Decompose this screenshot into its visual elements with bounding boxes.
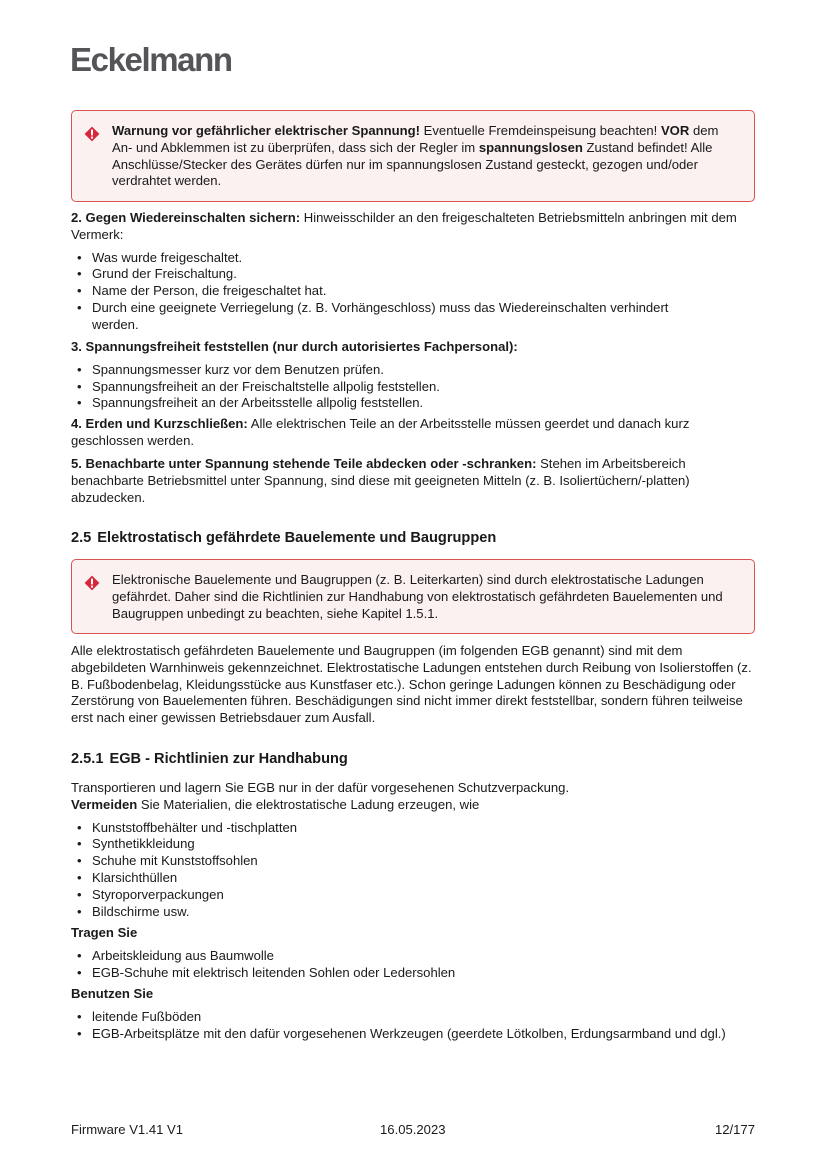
step-2-list [71, 250, 761, 334]
step-3-heading: 3. Spannungsfreiheit feststellen (nur durch autorisiertes Fachpersonal): [71, 339, 518, 354]
intro-line-2: Vermeiden Sie Materialien, die elektrostatische Ladung erzeugen, wie [71, 796, 480, 812]
esd-warning-text: Elektronische Bauelemente und Baugruppen (z. B. Leiterkarten) sind durch elektrostatische Ladungen gefährdet. Daher sind die Richtlinien zur Handhabung von elektrostatisch gefährdeten Bauelementen und Baugruppen unbedingt zu beachten, siehe Kapitel 1.5.1. [112, 572, 723, 621]
warning-diamond-icon [84, 575, 100, 591]
wear-heading: Tragen Sie [71, 925, 138, 940]
list-item: • Schuhe mit Kunststoffsohlen [71, 853, 761, 870]
list-item: • leitende Fußböden [71, 1009, 761, 1026]
section-2-5-1-heading: 2.5.1 EGB - Richtlinien zur Handhabung [71, 751, 348, 767]
step-3-list [71, 362, 761, 412]
warning-diamond-icon [84, 126, 100, 142]
list-item: • Spannungsfreiheit an der Freischaltstelle allpolig feststellen. [71, 379, 761, 396]
list-item: • Kunststoffbehälter und -tischplatten [71, 820, 761, 837]
section-2-5-1-intro [71, 780, 761, 920]
step-2-text: 2. Gegen Wiedereinschalten sichern: Hinweisschilder an den freigeschalteten Betriebsmitteln anbringen mit dem Vermerk: [71, 210, 737, 242]
electrical-warning-text: Warnung vor gefährlicher elektrischer Spannung! Eventuelle Fremdeinspeisung beachten! VOR dem An- und Abklemmen ist zu überprüfen, dass sich der Regler im spannungslosen Zustand befindet! Alle Anschlüsse/Stecker des Gerätes dürfen nur im spannungslosen Zustand gesteckt, gezogen und/oder verdrahtet werden. [112, 123, 719, 189]
list-item: • Klarsichthüllen [71, 870, 761, 887]
footer-firmware: Firmware V1.41 V1 [71, 1122, 184, 1137]
section-2-5-paragraph [71, 643, 761, 727]
list-item: • Spannungsfreiheit an der Arbeitsstelle allpolig feststellen. [71, 395, 761, 412]
step-4-text: 4. Erden und Kurzschließen: Alle elektrischen Teile an der Arbeitsstelle müssen geerdet und danach kurz geschlossen werden. [71, 416, 690, 448]
list-item: • Spannungsmesser kurz vor dem Benutzen prüfen. [71, 362, 761, 379]
intro-line-1: Transportieren und lagern Sie EGB nur in der dafür vorgesehenen Schutzverpackung. [71, 780, 570, 795]
list-item: • Durch eine geeignete Verriegelung (z. B. Vorhängeschloss) muss das Wiedereinschalten verhindert werden. [71, 300, 712, 334]
step-2 [71, 210, 761, 334]
step-5-text: 5. Benachbarte unter Spannung stehende Teile abdecken oder -schranken: Stehen im Arbeitsbereich benachbarte Betriebsmittel unter Spannung, sind diese mit geeigneten Mitteln (z. B. Isoliertüchern/-platten) abzudecken. [71, 456, 690, 505]
list-item: • EGB-Arbeitsplätze mit den dafür vorgesehenen Werkzeugen (geerdete Lötkolben, Erdungsarmband und dgl.) [71, 1026, 752, 1043]
use-section [71, 986, 761, 1042]
step-5 [71, 456, 761, 506]
wear-section [71, 925, 761, 981]
list-item: • Was wurde freigeschaltet. [71, 250, 761, 267]
list-item: • Name der Person, die freigeschaltet hat. [71, 283, 761, 300]
esd-warning-box [71, 559, 755, 634]
electrical-warning-box [71, 110, 755, 202]
use-list [71, 1009, 761, 1043]
avoid-list [71, 820, 761, 921]
list-item: • Styroporverpackungen [71, 887, 761, 904]
step-4 [71, 416, 761, 450]
list-item: • Grund der Freischaltung. [71, 266, 761, 283]
footer-page-number: 12/177 [714, 1122, 755, 1137]
esd-paragraph: Alle elektrostatisch gefährdeten Bauelemente und Baugruppen (im folgenden EGB genannt) sind mit dem abgebildeten Warnhinweis gekennzeichnet. Elektrostatische Ladungen entstehen durch Reibung von Isolierstoffen (z. B. Fußbodenbelag, Kleidungsstücke aus Kunstfaser etc.). Schon geringe Ladungen können zu Beschädigung oder Zerstörung von Bauelementen führen. Beschädigungen sind nicht immer direkt feststellbar, sondern führen teilweise erst nach einer gewissen Betriebsdauer zum Ausfall. [71, 643, 752, 726]
section-2-5-heading: 2.5 Elektrostatisch gefährdete Bauelemente und Baugruppen [71, 530, 497, 546]
eckelmann-logo: Eckelmann [70, 41, 232, 78]
step-3 [71, 339, 761, 412]
list-item: • EGB-Schuhe mit elektrisch leitenden Sohlen oder Ledersohlen [71, 965, 761, 982]
use-heading: Benutzen Sie [71, 986, 154, 1001]
list-item: • Synthetikkleidung [71, 836, 761, 853]
list-item: • Bildschirme usw. [71, 904, 761, 921]
list-item: • Arbeitskleidung aus Baumwolle [71, 948, 761, 965]
wear-list [71, 948, 761, 982]
footer-date: 16.05.2023 [380, 1122, 446, 1137]
